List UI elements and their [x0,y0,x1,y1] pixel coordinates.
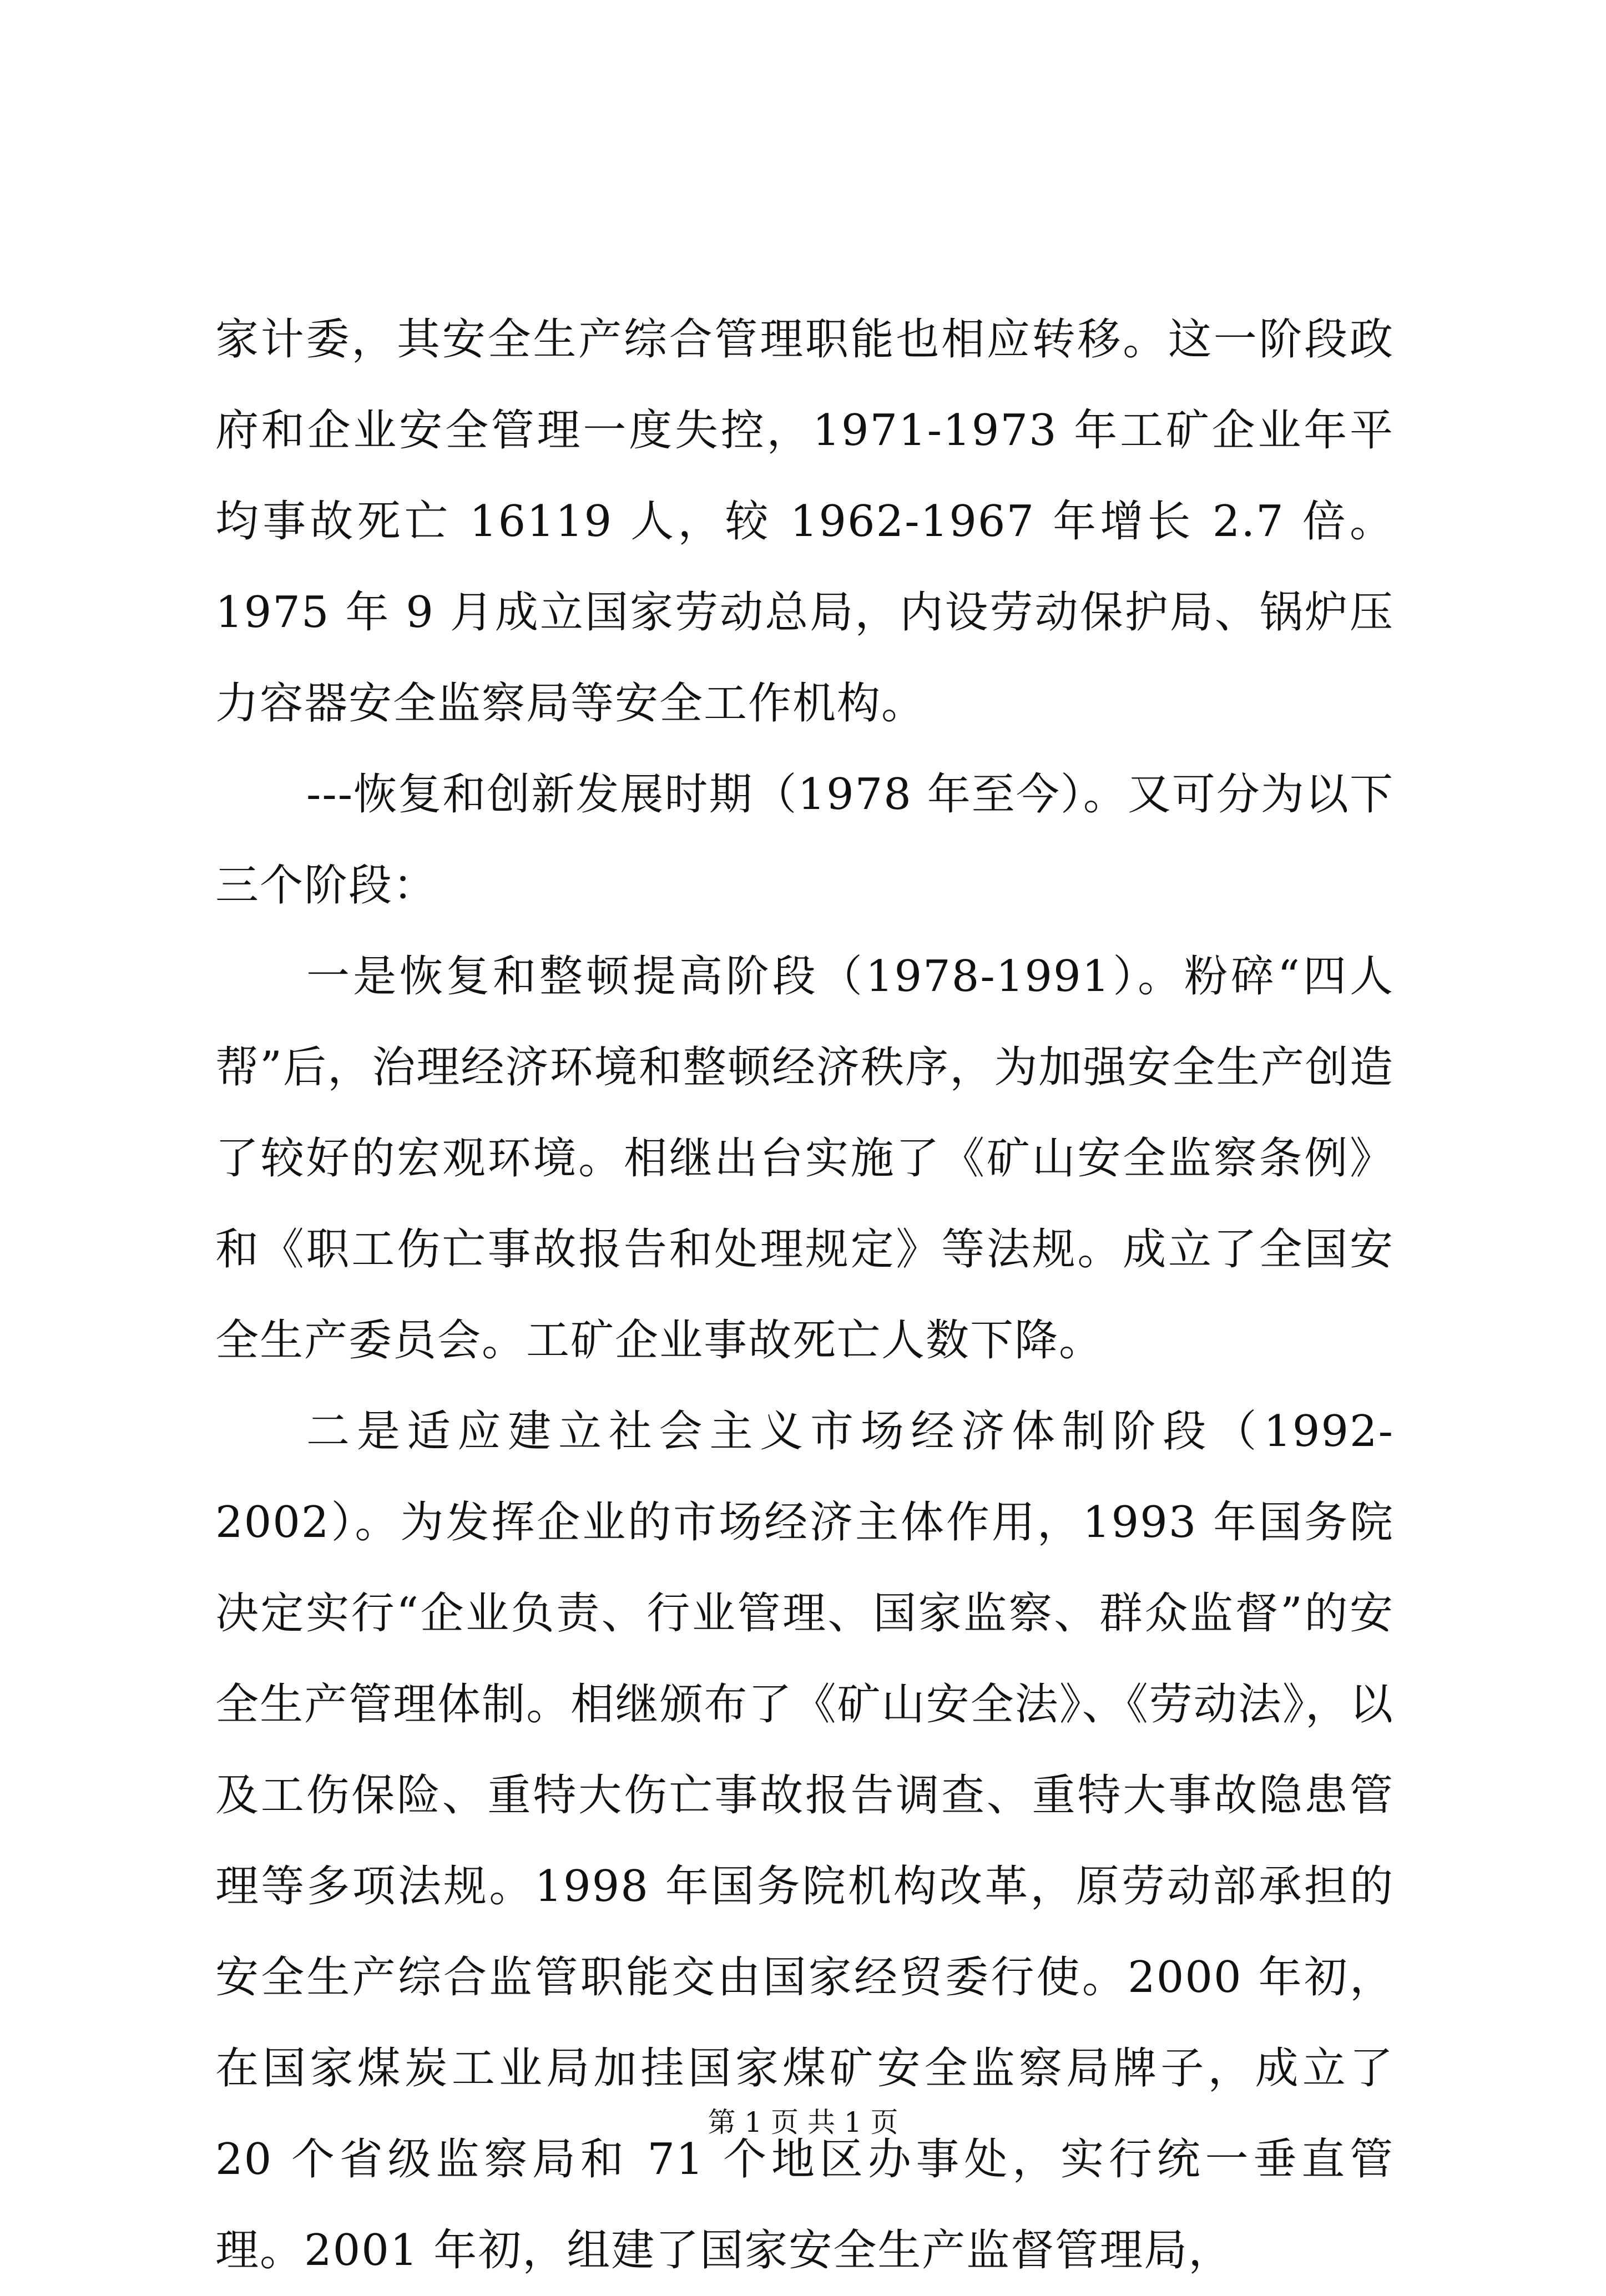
paragraph-1: 家计委，其安全生产综合管理职能也相应转移。这一阶段政府和企业安全管理一度失控，1971-1973 年工矿企业年平均事故死亡 16119 人，较 1962-1967 年增长 2.7 倍。1975 年 9 月成立国家劳动总局，内设劳动保护局、锅炉压力容器安全监察局等安全工作机构。 [215,315,1394,729]
paragraph-4: 二是适应建立社会主义市场经济体制阶段（1992-2002）。为发挥企业的市场经济主体作用，1993 年国务院决定实行“企业负责、行业管理、国家监察、群众监督”的安全生产管理体制。相继颁布了《矿山安全法》、《劳动法》，以及工伤保险、重特大伤亡事故报告调查、重特大事故隐患管理等多项法规。1998 年国务院机构改革，原劳动部承担的安全生产综合监管职能交由国家经贸委行使。2000 年初，在国家煤炭工业局加挂国家煤矿安全监察局牌子，成立了 20 个省级监察局和 71 个地区办事处，实行统一垂直管理。2001 年初，组建了国家安全生产监督管理局， [215,1407,1394,2275]
paragraph-3: 一是恢复和整顿提高阶段（1978-1991）。粉碎“四人帮”后，治理经济环境和整顿经济秩序，为加强安全生产创造了较好的宏观环境。相继出台实施了《矿山安全监察条例》和《职工伤亡事故报告和处理规定》等法规。成立了全国安全生产委员会。工矿企业事故死亡人数下降。 [215,952,1394,1366]
page-number-label: 第 1 页 共 1 页 [708,2106,898,2138]
paragraph-2: ---恢复和创新发展时期（1978 年至今）。又可分为以下三个阶段： [215,770,1394,911]
document-body [215,294,1394,2296]
page-footer [0,2103,1606,2142]
